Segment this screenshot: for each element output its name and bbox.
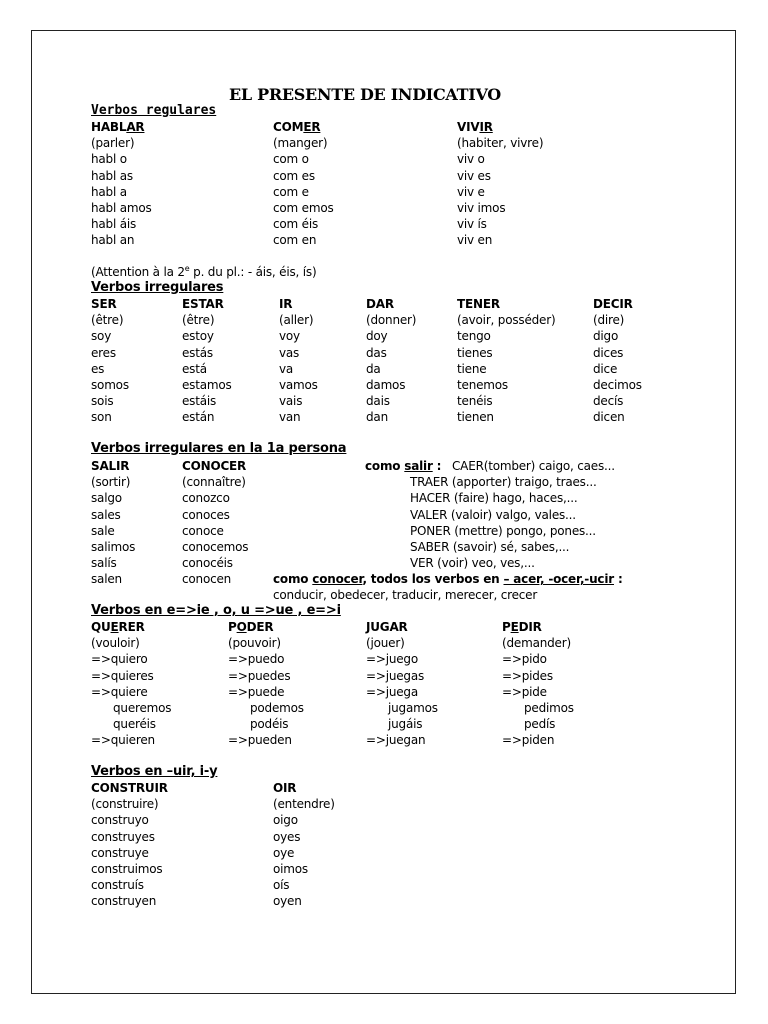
irregular-form: soy <box>91 329 112 344</box>
stem-form: jugamos <box>388 701 438 715</box>
first-person-form: sale <box>91 523 115 538</box>
irregular-form: son <box>91 410 112 425</box>
first-person-form: conocen <box>182 572 232 587</box>
stem-form: =>piden <box>502 733 555 748</box>
regular-verb: HABLAR <box>91 120 145 134</box>
regular-form: viv en <box>457 233 493 248</box>
regular-meaning: (habiter, vivre) <box>457 136 544 151</box>
page-title: EL PRESENTE DE INDICATIVO <box>229 85 501 104</box>
first-person-form: salís <box>91 556 117 571</box>
irregular-form: está <box>182 361 207 376</box>
stem-meaning: (jouer) <box>366 636 405 651</box>
irregular-form: decimos <box>593 378 642 392</box>
irregular-form: eres <box>91 345 116 360</box>
regular-form: com e <box>273 184 309 199</box>
uir-form: construís <box>91 878 144 893</box>
first-person-form: conozco <box>182 491 230 506</box>
stem-form: jugáis <box>388 717 423 732</box>
first-person-form: conocéis <box>182 556 233 571</box>
irregular-form: dices <box>593 345 624 360</box>
irregular-form: estamos <box>182 378 232 392</box>
irregular-form: digo <box>593 329 619 344</box>
uir-form: construyes <box>91 829 155 844</box>
irregular-form: vamos <box>279 378 318 392</box>
irregular-form: estás <box>182 345 213 360</box>
like-salir-item: TRAER (apporter) traigo, traes... <box>410 475 597 490</box>
irregular-form: tienes <box>457 345 493 360</box>
irregular-verb: SER <box>91 297 117 311</box>
stem-form: =>quiere <box>91 684 148 699</box>
stem-form: =>juegan <box>366 733 426 748</box>
first-person-verb: SALIR <box>91 459 130 473</box>
regular-form: com emos <box>273 201 334 215</box>
uir-verb: CONSTRUIR <box>91 781 168 795</box>
stem-form: pedimos <box>524 701 574 715</box>
stem-verb: JUGAR <box>366 620 408 634</box>
irregular-meaning: (donner) <box>366 313 417 328</box>
irregular-form: damos <box>366 378 406 392</box>
regular-form: habl as <box>91 168 133 183</box>
regular-form: habl an <box>91 233 135 248</box>
uir-form: construyo <box>91 813 149 828</box>
irregular-form: tengo <box>457 329 491 344</box>
irregular-form: decís <box>593 394 624 409</box>
stem-verb: QUERER <box>91 620 145 634</box>
first-person-verb: CONOCER <box>182 459 247 473</box>
stem-meaning: (vouloir) <box>91 636 140 651</box>
como-salir-label: como salir : <box>365 459 442 473</box>
stem-form: queremos <box>113 701 172 715</box>
irregular-meaning: (être) <box>182 313 215 328</box>
stem-change-heading: Verbos en e=>ie , o, u =>ue , e=>i <box>91 603 341 618</box>
irregular-form: doy <box>366 329 388 344</box>
irregular-form: dais <box>366 394 390 409</box>
regular-form: com en <box>273 233 317 248</box>
stem-meaning: (pouvoir) <box>228 636 281 651</box>
stem-form: =>quiero <box>91 652 148 667</box>
regular-form: com es <box>273 168 315 183</box>
regular-meaning: (manger) <box>273 136 328 151</box>
uir-verb: OIR <box>273 781 297 795</box>
like-conocer-list: conducir, obedecer, traducir, merecer, crecer <box>273 588 538 602</box>
regular-form: habl a <box>91 184 127 199</box>
irregular-form: estáis <box>182 394 217 409</box>
regular-form: viv ís <box>457 217 487 232</box>
like-salir-item: SABER (savoir) sé, sabes,... <box>410 540 570 554</box>
first-person-form: sales <box>91 507 121 522</box>
irregular-form: es <box>91 361 105 376</box>
stem-verb: PODER <box>228 620 274 634</box>
irregular-form: dice <box>593 361 618 376</box>
stem-form: =>puedo <box>228 652 285 667</box>
first-person-form: salgo <box>91 491 122 506</box>
regular-verb: VIVIR <box>457 120 493 134</box>
uir-form: oís <box>273 878 290 893</box>
stem-form: queréis <box>113 717 156 732</box>
uir-form: construye <box>91 845 149 860</box>
first-person-form: conocemos <box>182 540 249 554</box>
regular-form: viv es <box>457 168 491 183</box>
irregular-form: voy <box>279 329 300 344</box>
irregular-verb: DECIR <box>593 297 633 311</box>
first-person-form: salen <box>91 572 122 587</box>
irregular-form: vas <box>279 345 300 360</box>
first-person-form: conoces <box>182 507 230 522</box>
irregular-meaning: (aller) <box>279 313 314 328</box>
irregular-form: estoy <box>182 329 214 344</box>
irregular-form: tiene <box>457 361 487 376</box>
irregular-meaning: (avoir, posséder) <box>457 313 556 328</box>
stem-form: =>pide <box>502 684 547 699</box>
like-salir-item: PONER (mettre) pongo, pones... <box>410 523 596 538</box>
irregular-verb: TENER <box>457 297 500 311</box>
stem-form: =>juegas <box>366 668 425 683</box>
uir-form: oye <box>273 845 295 860</box>
stem-form: =>juega <box>366 684 419 699</box>
regular-verb: COMER <box>273 120 321 134</box>
regular-heading: Verbos regulares <box>91 103 217 118</box>
stem-form: =>juego <box>366 652 418 667</box>
regular-form: viv o <box>457 152 485 167</box>
irregular-form: dicen <box>593 410 625 425</box>
stem-verb: PEDIR <box>502 620 542 634</box>
irregular-form: vais <box>279 394 303 409</box>
irregular-form: das <box>366 345 387 360</box>
stem-form: podéis <box>250 717 289 732</box>
irregular-form: somos <box>91 378 129 392</box>
irregular-verb: IR <box>279 297 293 311</box>
irregular-meaning: (être) <box>91 313 124 328</box>
like-salir-item: VALER (valoir) valgo, vales... <box>410 507 576 522</box>
irregular-form: sois <box>91 394 114 409</box>
stem-form: =>pido <box>502 652 547 667</box>
regular-meaning: (parler) <box>91 136 135 151</box>
irregular-form: van <box>279 410 301 425</box>
regular-note: (Attention à la 2e p. du pl.: - áis, éis, ís) <box>91 264 317 279</box>
uir-heading: Verbos en –uir, i-y <box>91 764 218 779</box>
uir-meaning: (construire) <box>91 797 159 812</box>
stem-form: =>puedes <box>228 668 291 683</box>
regular-form: habl áis <box>91 217 137 232</box>
like-salir-item: HACER (faire) hago, haces,... <box>410 491 578 506</box>
first-person-form: salimos <box>91 540 136 554</box>
first-person-form: conoce <box>182 523 224 538</box>
stem-form: =>puede <box>228 684 285 699</box>
como-conocer-label: como conocer, todos los verbos en – acer, -ocer,-ucir : <box>273 572 623 586</box>
stem-meaning: (demander) <box>502 636 571 651</box>
uir-form: oimos <box>273 862 308 876</box>
irregular-form: tienen <box>457 410 494 425</box>
irregular-meaning: (dire) <box>593 313 625 328</box>
stem-form: =>pides <box>502 668 553 683</box>
first-person-meaning: (connaître) <box>182 475 246 490</box>
regular-form: habl amos <box>91 201 152 215</box>
stem-form: =>pueden <box>228 733 292 748</box>
irregular-form: va <box>279 361 294 376</box>
first-person-heading: Verbos irregulares en la 1a persona <box>91 441 347 456</box>
regular-form: viv imos <box>457 201 506 215</box>
regular-form: viv e <box>457 184 485 199</box>
uir-form: construyen <box>91 894 157 909</box>
stem-form: podemos <box>250 701 304 715</box>
uir-form: oyes <box>273 829 301 844</box>
regular-form: habl o <box>91 152 127 167</box>
irregular-verb: ESTAR <box>182 297 224 311</box>
regular-form: com o <box>273 152 309 167</box>
irregular-form: da <box>366 361 381 376</box>
stem-form: =>quieres <box>91 668 154 683</box>
irregular-form: están <box>182 410 215 425</box>
regular-form: com éis <box>273 217 319 232</box>
uir-form: oigo <box>273 813 298 828</box>
stem-form: pedís <box>524 717 556 732</box>
like-salir-item: VER (voir) veo, ves,... <box>410 556 535 571</box>
irregular-form: dan <box>366 410 388 425</box>
irregular-heading: Verbos irregulares <box>91 280 224 295</box>
uir-meaning: (entendre) <box>273 797 335 812</box>
uir-form: construimos <box>91 862 163 876</box>
uir-form: oyen <box>273 894 302 909</box>
like-salir-item: CAER(tomber) caigo, caes... <box>452 459 615 473</box>
irregular-verb: DAR <box>366 297 394 311</box>
stem-form: =>quieren <box>91 733 155 748</box>
irregular-form: tenemos <box>457 378 508 392</box>
first-person-meaning: (sortir) <box>91 475 131 490</box>
irregular-form: tenéis <box>457 394 493 409</box>
